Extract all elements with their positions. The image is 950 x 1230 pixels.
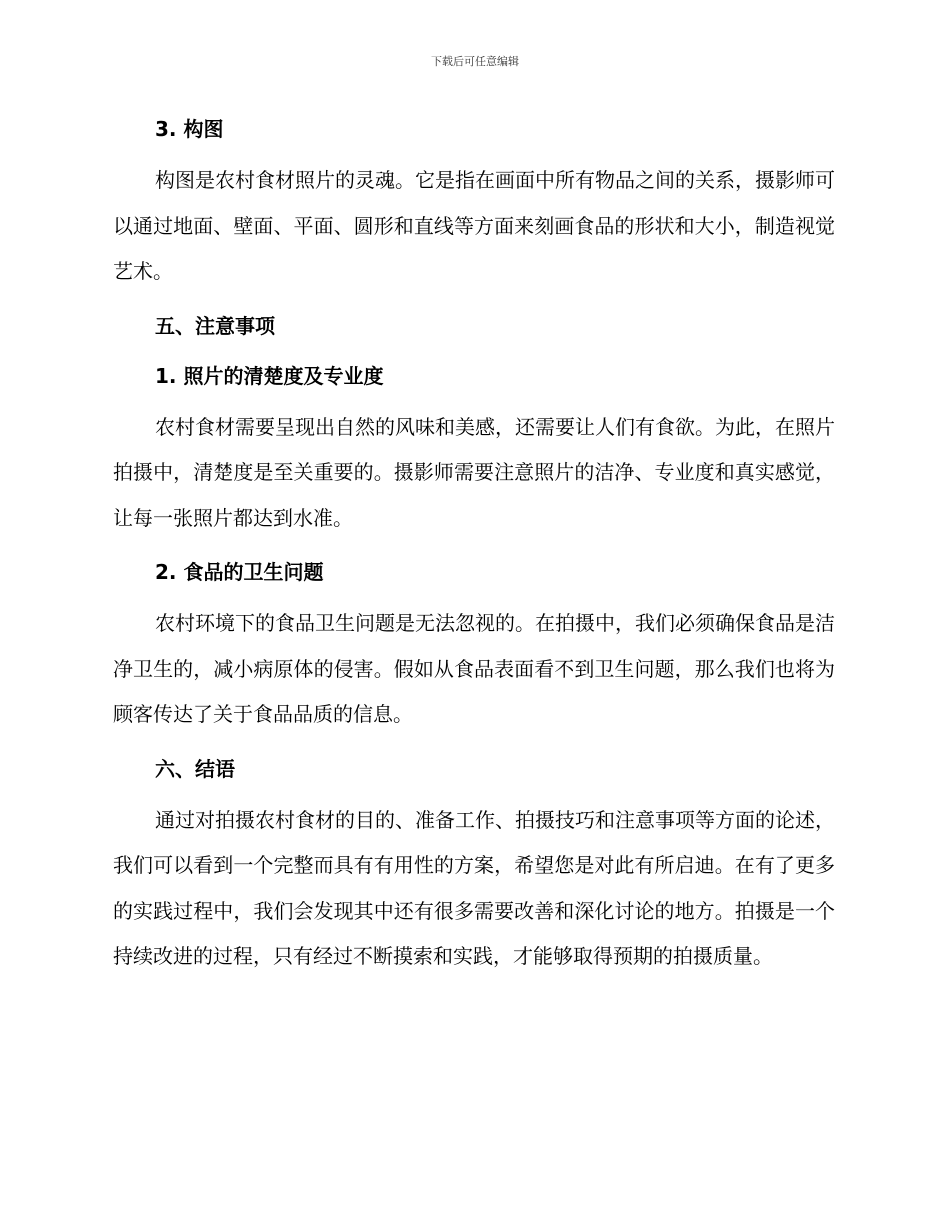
- paragraph-hygiene: 农村环境下的食品卫生问题是无法忽视的。在拍摄中，我们必须确保食品是洁净卫生的，减小病原体的侵害。假如从食品表面看不到卫生问题，那么我们也将为顾客传达了关于食品品质的信息。: [113, 611, 835, 726]
- heading-clarity: 1. 照片的清楚度及专业度: [155, 363, 384, 388]
- page-header: 下载后可任意编辑: [431, 55, 519, 68]
- paragraph-composition: 构图是农村食材照片的灵魂。它是指在画面中所有物品之间的关系，摄影师可以通过地面、壁面、平面、圆形和直线等方面来刻画食品的形状和大小，制造视觉艺术。: [113, 168, 835, 283]
- heading-composition: 3. 构图: [155, 117, 224, 141]
- heading-hygiene: 2. 食品的卫生问题: [155, 560, 324, 584]
- heading-conclusion: 六、结语: [155, 756, 235, 781]
- document-body: [113, 110, 835, 980]
- paragraph-clarity: 农村食材需要呈现出自然的风味和美感，还需要让人们有食欲。为此，在照片拍摄中，清楚度是至关重要的。摄影师需要注意照片的洁净、专业度和真实感觉，让每一张照片都达到水准。: [113, 414, 835, 530]
- heading-notes: 五、注意事项: [155, 313, 275, 338]
- paragraph-conclusion: 通过对拍摄农村食材的目的、准备工作、拍摄技巧和注意事项等方面的论述，我们可以看到一个完整而具有有用性的方案，希望您是对此有所启迪。在有了更多的实践过程中，我们会发现其中还有很多需要改善和深化讨论的地方。拍摄是一个持续改进的过程，只有经过不断摸索和实践，才能够取得预期的拍摄质量。: [113, 807, 835, 968]
